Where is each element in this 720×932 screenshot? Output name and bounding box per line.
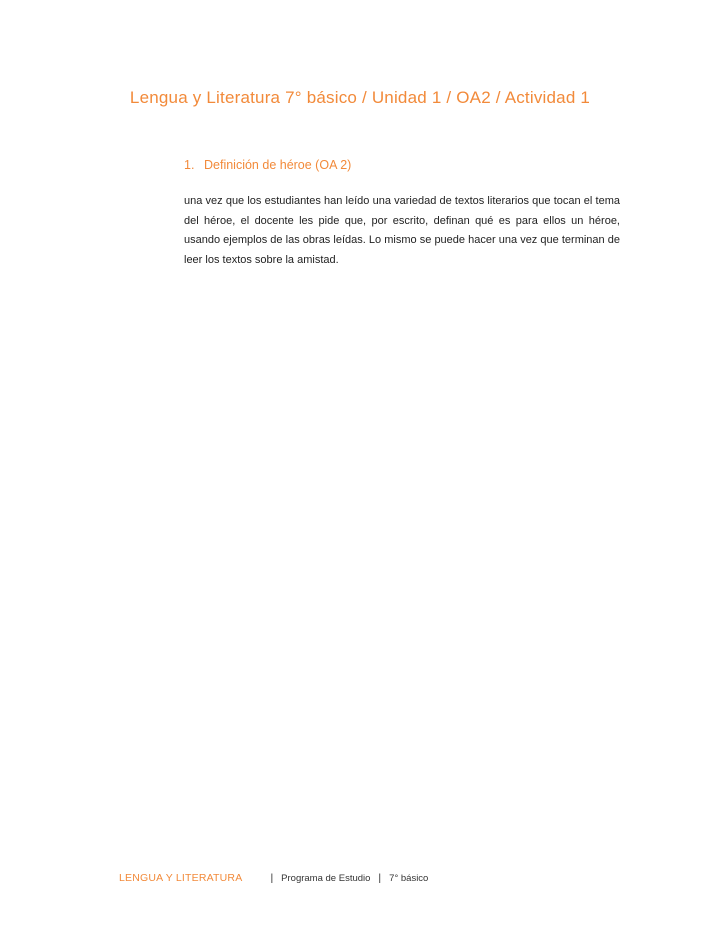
- activity-section: [184, 158, 620, 270]
- section-number: 1.: [184, 158, 195, 172]
- footer-level: 7° básico: [389, 873, 429, 884]
- page-footer: [119, 872, 428, 884]
- footer-separator: |: [270, 872, 274, 884]
- footer-separator: |: [378, 872, 382, 884]
- footer-subject: LENGUA Y LITERATURA: [119, 872, 243, 884]
- section-heading-text: Definición de héroe (OA 2): [204, 158, 352, 172]
- footer-program: Programa de Estudio: [281, 873, 371, 884]
- section-body-text: una vez que los estudiantes han leído una variedad de textos literarios que tocan el tema del héroe, el docente les pide que, por escrito, definan qué es para ellos un héroe, usando ejemplos de las obras leídas. Lo mismo se puede hacer una vez que terminan de leer los textos sobre la amistad.: [184, 195, 620, 266]
- section-heading: [184, 158, 620, 172]
- page-title: Lengua y Literatura 7° básico / Unidad 1 / OA2 / Actividad 1: [129, 88, 591, 107]
